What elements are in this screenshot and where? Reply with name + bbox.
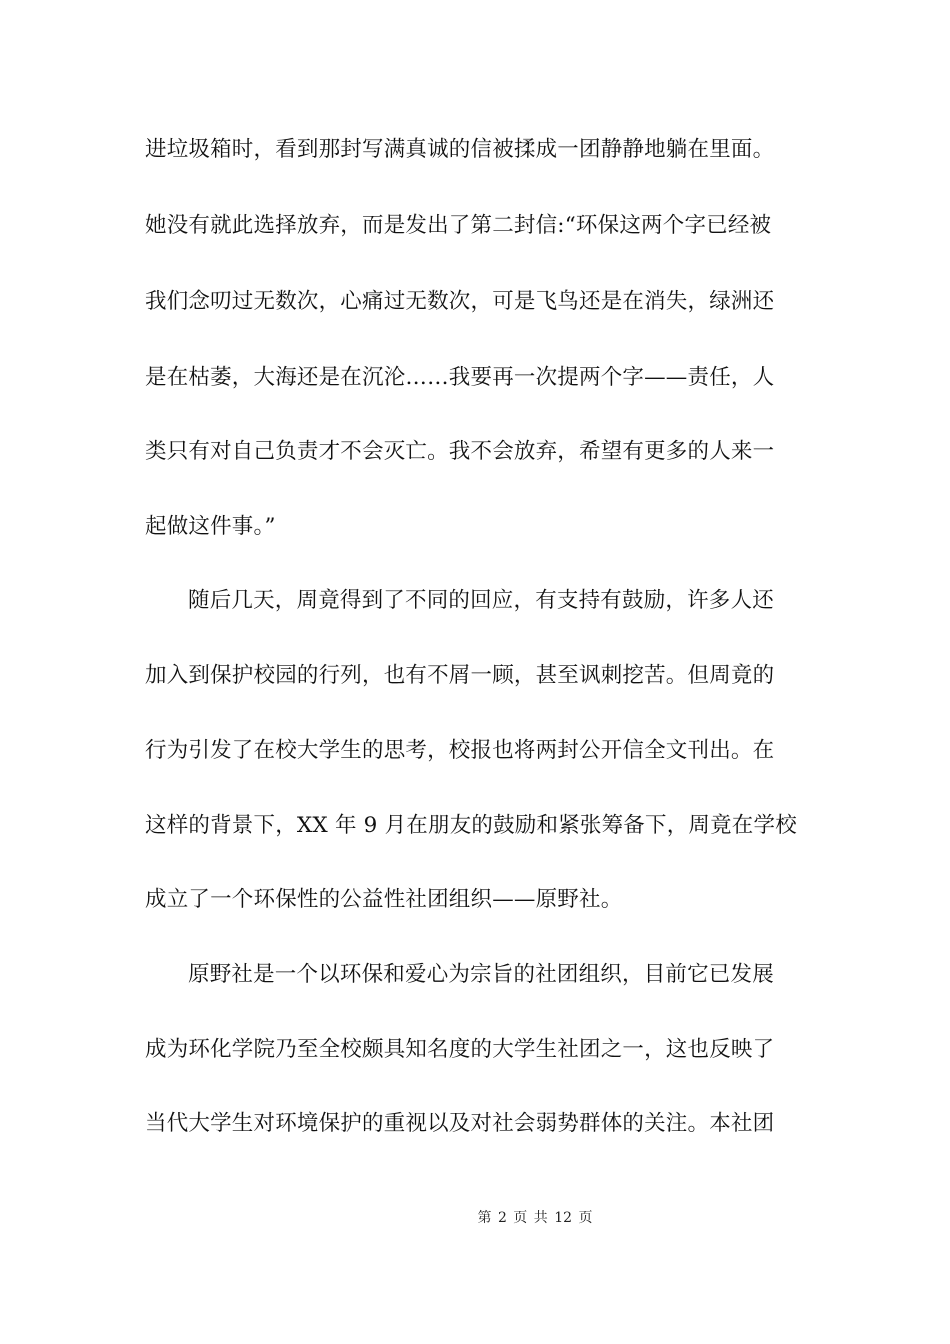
text-line: 是在枯萎，大海还是在沉沦……我要再一次提两个字——责任，人 [145,365,775,390]
paragraph-first-line: 随后几天，周竟得到了不同的回应，有支持有鼓励，许多人还 [188,588,774,613]
text-line: 进垃圾箱时，看到那封写满真诚的信被揉成一团静静地躺在里面。 [145,137,775,162]
text-line: 行为引发了在校大学生的思考，校报也将两封公开信全文刊出。在 [145,738,775,763]
text-line: 她没有就此选择放弃，而是发出了第二封信:“环保这两个字已经被 [145,213,772,238]
text-line: 起做这件事。” [145,514,276,539]
text-line: 我们念叨过无数次，心痛过无数次，可是飞鸟还是在消失，绿洲还 [145,289,775,314]
page-number-footer: 第 2 页 共 12 页 [477,1210,593,1226]
text-line: 当代大学生对环境保护的重视以及对社会弱势群体的关注。本社团 [145,1111,775,1136]
text-line: 这样的背景下，XX 年 9 月在朋友的鼓励和紧张筹备下，周竟在学校 [145,813,797,838]
text-line: 成立了一个环保性的公益性社团组织——原野社。 [145,887,623,912]
text-line: 成为环化学院乃至全校颇具知名度的大学生社团之一，这也反映了 [145,1037,775,1062]
text-line: 类只有对自己负责才不会灭亡。我不会放弃，希望有更多的人来一 [145,439,775,464]
paragraph-first-line: 原野社是一个以环保和爱心为宗旨的社团组织，目前它已发展 [188,962,774,987]
text-line: 加入到保护校园的行列，也有不屑一顾，甚至讽刺挖苦。但周竟的 [145,663,775,688]
